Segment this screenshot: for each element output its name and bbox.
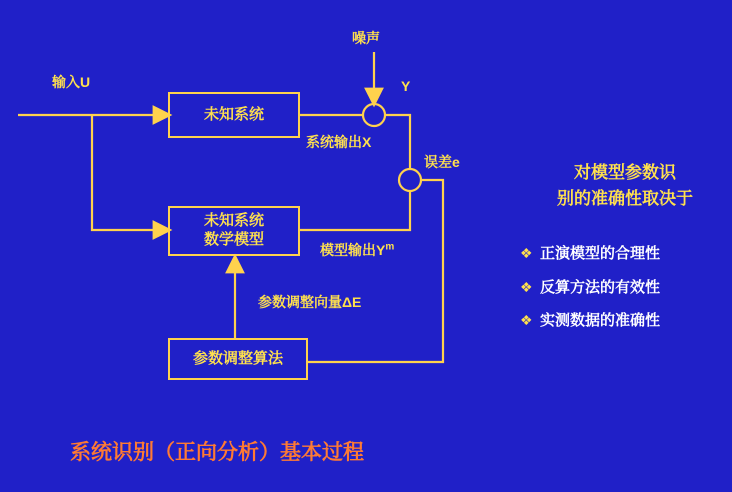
bullet-item: [520, 244, 732, 264]
node-unknown-system-model-line2: 数学模型: [203, 231, 264, 248]
node-unknown-system: [168, 92, 300, 138]
bullet-item-label: 正演模型的合理性: [540, 245, 661, 262]
node-unknown-system-model-line1: 未知系统: [203, 212, 264, 230]
label-model-output-ym: [320, 240, 394, 260]
label-input-u: 输入U: [52, 74, 91, 90]
label-param-adjust-vector: 参数调整向量ΔE: [258, 294, 362, 310]
label-model-output-ym-superscript: m: [385, 241, 395, 253]
label-model-output-ym-text: 模型输出Y: [320, 242, 386, 258]
bullet-item-label: 实测数据的准确性: [540, 312, 661, 329]
label-system-output-x: 系统输出X: [306, 134, 372, 150]
bullet-item-label: 反算方法的有效性: [540, 278, 661, 296]
node-unknown-system-label: 未知系统: [203, 105, 264, 123]
label-y: Y: [401, 78, 411, 94]
diagram-caption: 系统识别（正向分析）基本过程: [70, 441, 364, 464]
diamond-bullet-icon: ❖: [520, 245, 533, 261]
right-panel-heading-line1: 对模型参数识: [574, 163, 676, 182]
right-panel-heading: [520, 160, 730, 211]
right-panel-bullets: [520, 244, 732, 345]
label-error-e: 误差e: [424, 154, 460, 170]
right-panel-heading-line2: 别的准确性取决于: [557, 188, 693, 208]
diamond-bullet-icon: ❖: [520, 278, 533, 295]
diamond-bullet-icon: ❖: [520, 312, 533, 328]
label-noise: 噪声: [352, 30, 380, 46]
node-unknown-system-model: [168, 206, 300, 256]
node-param-adjust-algorithm: [168, 338, 308, 380]
bullet-item: [520, 311, 732, 331]
node-param-adjust-algorithm-label: 参数调整算法: [192, 349, 283, 367]
bullet-item: [520, 278, 732, 298]
